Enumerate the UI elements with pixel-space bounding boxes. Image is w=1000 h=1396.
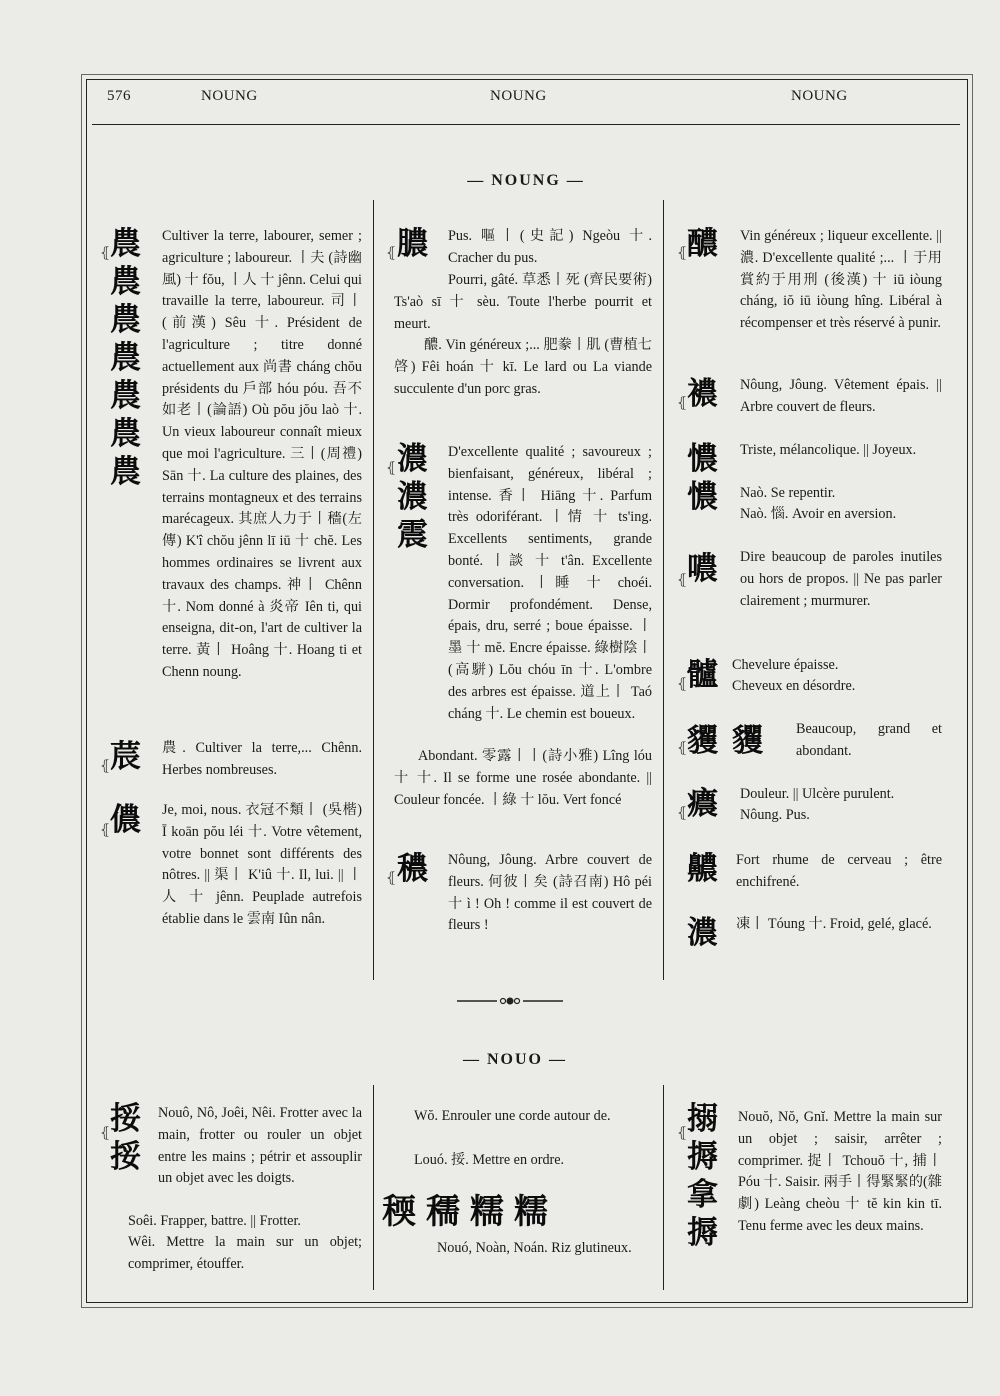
entry-text-nong-murmur: Dire beaucoup de paroles inutiles ou hors de propos. || Ne pas parler clairement ; murmurer.	[740, 549, 942, 609]
brace-mark: ⦃	[677, 1126, 688, 1141]
entry-chars-nong-pronoun: 儂	[110, 802, 141, 838]
entry-text-nong-sad: Triste, mélancolique. || Joyeux.	[740, 442, 917, 458]
entry-chars-nong-dense: 濃 濃 震	[397, 441, 428, 553]
brace-mark: ⦃	[386, 461, 397, 476]
entry-text-nong-abundant: Beaucoup, grand et abondant.	[796, 721, 942, 759]
entry-chars-nong-variants: 農 農 農 農 農 農 農	[110, 226, 141, 490]
entry-chars-nuo-seize: 搦 搙 拿 搙	[687, 1101, 718, 1251]
entry-text-abondant: Abondant. 零露丨丨(詩小雅) Lîng lóu 十 十. Il se forme une rosée abondante. || Couleur foncée. 丨綠 十 lŏu. Vert foncé	[394, 748, 652, 808]
entry-text-nao-repent: Naò. Se repentir.	[740, 485, 836, 501]
header-right-word: NOUNG	[791, 88, 848, 104]
entry-text-nuo: Nouô, Nô, Joêi, Nêi. Frotter avec la main, frotter ou rouler un objet entre les mains ; pétrir et assouplir un objet avec les doigts.	[158, 1105, 362, 1187]
page-number: 576	[107, 88, 131, 104]
brace-mark: ⦃	[100, 1126, 111, 1141]
entry-text-nong-hair: Chevelure épaisse.	[732, 657, 839, 673]
entry-text-nao-aversion: Naò. 惱. Avoir en aversion.	[740, 506, 897, 522]
header-left-word: NOUNG	[201, 88, 258, 104]
entry-text-nuo-rice: Nouó, Noàn, Noán. Riz glutineux.	[437, 1240, 632, 1256]
entry-chars-nong-murmur: 噥	[687, 551, 718, 587]
entry-chars-nong-frozen: 濃	[687, 915, 718, 951]
entry-chars-chen: 莀	[110, 739, 141, 775]
entry-text-wo: Wŏ. Enrouler une corde autour de.	[414, 1108, 611, 1124]
brace-mark: ⦃	[386, 246, 397, 261]
entry-chars-nuo: 挼 挼	[110, 1101, 141, 1175]
section-title-noung: — NOUNG —	[467, 172, 585, 189]
brace-mark: ⦃	[677, 573, 688, 588]
entry-text-nuo-seize: Nouŏ, Nŏ, Gnĭ. Mettre la main sur un objet ; saisir, arrêter ; comprimer. 捉丨 Tchouŏ 十, 捕丨 Póu 十. Saisir. 兩手丨得緊緊的(雜劇) Leàng cheòu 十 tĕ kin kin tī. Tenu ferme avec les deux mains.	[738, 1109, 942, 1234]
entry-chars-nong-sad: 憹 憹	[687, 441, 718, 515]
entry-text-nong-pus: Pus. 嘔丨(史記) Ngeòu 十. Cracher du pus.	[448, 228, 652, 266]
entry-chars-nong-abundant: 貜貜	[687, 723, 777, 759]
entry-chars-nong-hair: 髗	[687, 657, 718, 693]
entry-text-nong-garment: Nôung, Jôung. Vêtement épais. || Arbre couvert de fleurs.	[740, 377, 942, 415]
brace-mark: ⦃	[677, 741, 688, 756]
column-rule-3	[373, 1085, 374, 1290]
section-title-nouo: — NOUO —	[463, 1051, 567, 1068]
entry-text-vin-genereux: 醲. Vin généreux ;... 肥豢丨肌 (曹植七啓) Fêi hoán 十 kī. Le lard ou La viande succulente d'un porc gras.	[394, 337, 652, 397]
entry-text-nong-cold: Fort rhume de cerveau ; être enchifrené.	[736, 852, 942, 890]
entry-chars-nuo-rice: 稬穤糯糯	[382, 1192, 558, 1232]
brace-mark: ⦃	[677, 806, 688, 821]
brace-mark: ⦃	[677, 677, 688, 692]
brace-mark: ⦃	[677, 246, 688, 261]
entry-text-nong-dense: D'excellente qualité ; savoureux ; bienfaisant, généreux, libéral ; intense. 香丨 Hiāng 十. Parfum très odoriférant. 丨情 十 ts'ing. Excellents sentiments, grande bonté. 丨談 十 t'ân. Excellente conversation. 丨睡 十 choéi. Dormir profondément. Dense, épais, dru, serré ; boue épaisse. 丨墨 十 mĕ. Encre épaisse. 綠樹陰丨(高駢) Lŏu chóu īn 十. L'ombre des arbres est épaisse. 道上丨 Taó cháng 十. Le chemin est boueux.	[448, 444, 652, 722]
ornament-divider	[455, 994, 565, 1008]
entry-text-nong-flowers: Nôung, Jôung. Arbre couvert de fleurs. 何彼丨矣 (詩召南) Hô péi 十 ì ! Oh ! comme il est couvert de fleurs !	[448, 852, 652, 934]
entry-text-nong-pronoun: Je, moi, nous. 衣冠不類丨 (吳楷) Ī koān pŏu léi 十. Votre vêtement, votre bonnet sont différents des nôtres. || 渠丨 K'iû 十. Il, lui. || 丨人 十 jênn. Peuplade autrefois établie dans le 雲南 Iûn nân.	[162, 802, 362, 927]
entry-chars-nong-cold: 齈	[687, 851, 718, 887]
brace-mark: ⦃	[100, 246, 111, 261]
brace-mark: ⦃	[386, 871, 397, 886]
header-center-word: NOUNG	[490, 88, 547, 104]
entry-text-nong-wine: Vin généreux ; liqueur excellente. || 濃. D'excellente qualité ;... 丨于用賞約于用刑 (後漢) 十 iū iòung cháng, iŏ iū iòung hîng. Libéral à récompenser et très réservé à punir.	[740, 228, 942, 332]
column-rule-2	[663, 200, 664, 980]
entry-text-nong-hair-2: Cheveux en désordre.	[732, 678, 856, 694]
entry-chars-nong-pus: 膿	[397, 226, 428, 262]
entry-text-wei: Wêi. Mettre la main sur un objet; comprimer, étouffer.	[128, 1234, 362, 1272]
entry-chars-nong-flowers: 穠	[397, 851, 428, 887]
column-rule-4	[663, 1085, 664, 1290]
entry-text-louo: Louó. 挼. Mettre en ordre.	[414, 1152, 565, 1168]
entry-text-nong-frozen: 凍丨 Tóung 十. Froid, gelé, glacé.	[736, 916, 932, 932]
header-rule	[92, 124, 960, 125]
entry-text-soei: Soêi. Frapper, battre. || Frotter.	[128, 1213, 301, 1229]
brace-mark: ⦃	[100, 823, 111, 838]
entry-text-chen: 農. Cultiver la terre,... Chênn. Herbes nombreuses.	[162, 740, 362, 778]
column-rule-1	[373, 200, 374, 980]
entry-chars-nong-garment: 襛	[687, 376, 718, 412]
entry-chars-nong-wine: 醲	[687, 226, 718, 262]
entry-text-nong-ulcer: Douleur. || Ulcère purulent.	[740, 786, 895, 802]
entry-text-pourri: Pourri, gâté. 草悉丨死 (齊民要術) Ts'aò sī 十 sèu. Toute l'herbe pourrit et meurt.	[394, 272, 652, 332]
entry-chars-nong-ulcer: 癑	[687, 786, 718, 822]
entry-text-nong: Cultiver la terre, labourer, semer ; agriculture ; laboureur. 丨夫 (詩幽風) 十 fŏu, 丨人 十 jênn. Celui qui travaille la terre, laboureur. 司丨(前漢) Sêu 十. Président de l'agriculture ; titre donné actuellement aux 尚書 cháng chŏu présidents du 戶部 hóu póu. 吾不如老丨(論語) Où pŏu jŏu laò 十. Un vieux laboureur connaît mieux que moi l'agriculture. 三丨(周禮) Sān 十. La culture des plaines, des terrains montagneux et des terrains marécageux. 其庶人力于丨穡(左傳) K'î chŏu jênn lī iū 十 chĕ. Les hommes ordinaires se livrent aux travaux des champs. 神丨 Chênn 十. Nom donné à 炎帝 Iên ti, qui enseigna, dit-on, l'art de cultiver la terre. 黃丨 Hoâng 十. Hoang ti et Chenn noung.	[162, 228, 362, 680]
entry-text-nong-pus-2: Nôung. Pus.	[740, 807, 810, 823]
brace-mark: ⦃	[677, 396, 688, 411]
brace-mark: ⦃	[100, 759, 111, 774]
